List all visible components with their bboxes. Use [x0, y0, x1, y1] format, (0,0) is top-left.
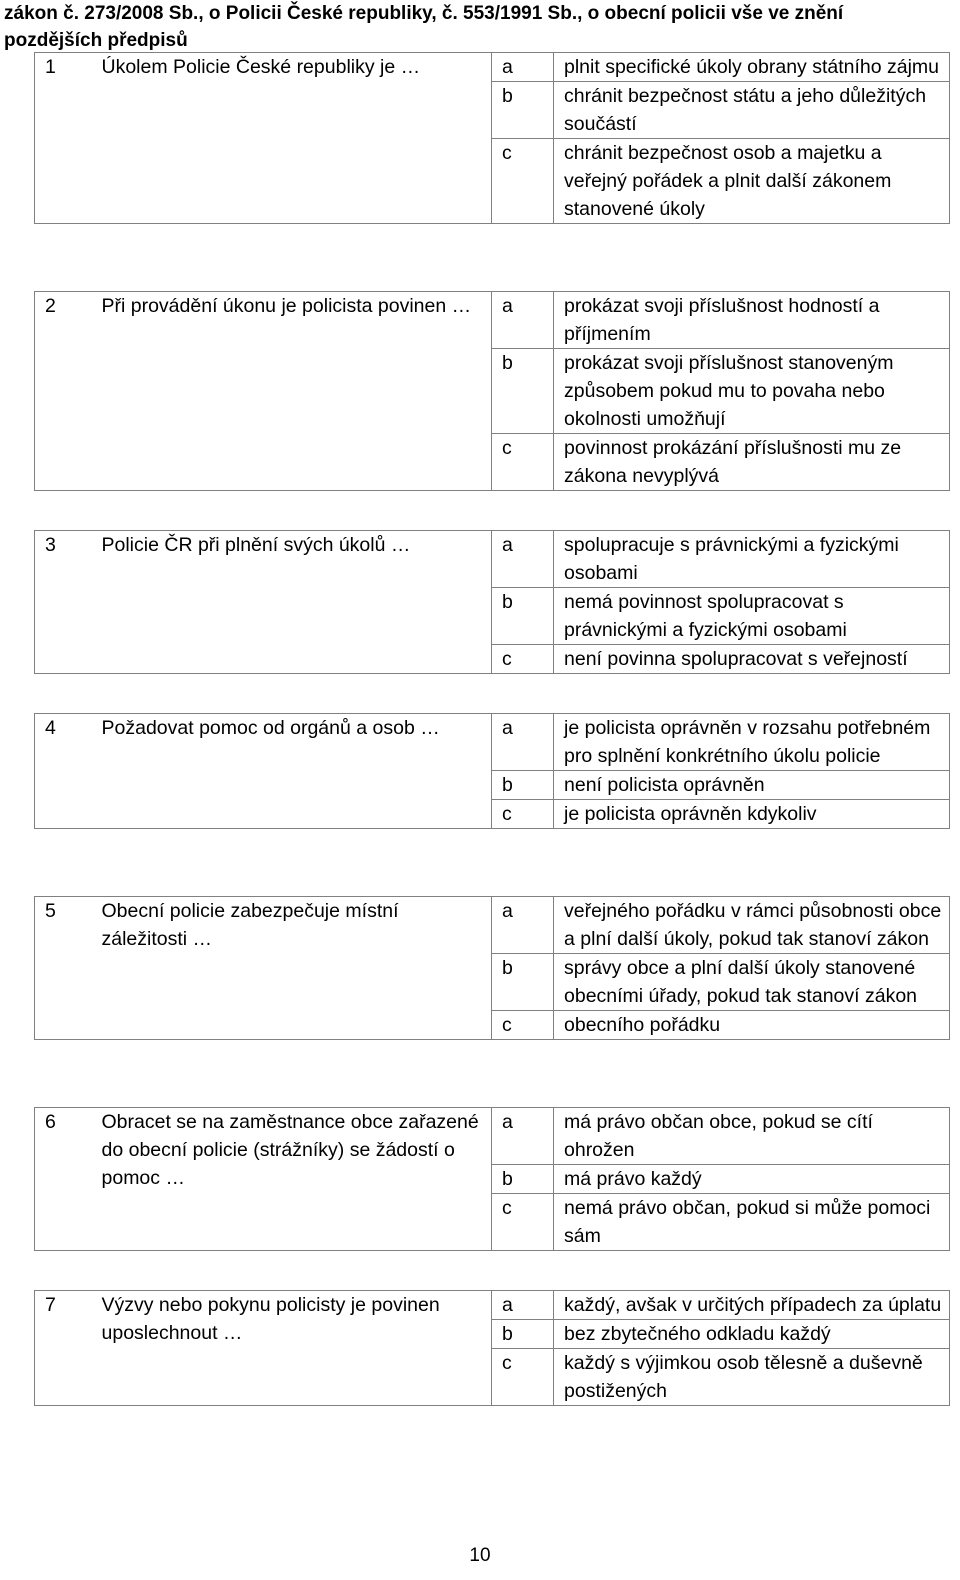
question-number: 4	[35, 714, 92, 829]
answer-letter: a	[492, 53, 554, 82]
question-table-3	[34, 530, 950, 674]
question-number: 1	[35, 53, 92, 224]
question-text: Výzvy nebo pokynu policisty je povinen uposlechnout …	[92, 1291, 492, 1406]
answer-letter: b	[492, 954, 554, 1011]
answer-letter: c	[492, 1194, 554, 1251]
page-number: 10	[469, 1545, 491, 1566]
answer-letter: c	[492, 800, 554, 829]
answer-text: má právo každý	[554, 1165, 950, 1194]
question-table-4	[34, 713, 950, 829]
answer-letter: b	[492, 349, 554, 434]
question-text: Při provádění úkonu je policista povinen …	[92, 292, 492, 491]
answer-text: správy obce a plní další úkoly stanovené obecními úřady, pokud tak stanoví zákon	[554, 954, 950, 1011]
answer-letter: b	[492, 588, 554, 645]
answer-text: není policista oprávněn	[554, 771, 950, 800]
answer-letter: c	[492, 139, 554, 224]
answer-text: veřejného pořádku v rámci působnosti obce a plní další úkoly, pokud tak stanoví zákon	[554, 897, 950, 954]
answer-letter: a	[492, 1108, 554, 1165]
question-table-5	[34, 896, 950, 1040]
question-table-7	[34, 1290, 950, 1406]
question-table-6	[34, 1107, 950, 1251]
answer-text: je policista oprávněn kdykoliv	[554, 800, 950, 829]
question-number: 6	[35, 1108, 92, 1251]
answer-letter: a	[492, 531, 554, 588]
question-text: Obracet se na zaměstnance obce zařazené do obecní policie (strážníky) se žádostí o pomoc …	[92, 1108, 492, 1251]
answer-letter: c	[492, 434, 554, 491]
answer-text: není povinna spolupracovat s veřejností	[554, 645, 950, 674]
answer-text: každý, avšak v určitých případech za úplatu	[554, 1291, 950, 1320]
answer-text: je policista oprávněn v rozsahu potřebném pro splnění konkrétního úkolu policie	[554, 714, 950, 771]
answer-text: povinnost prokázání příslušnosti mu ze zákona nevyplývá	[554, 434, 950, 491]
question-text: Úkolem Policie České republiky je …	[92, 53, 492, 224]
answer-row	[35, 897, 950, 954]
question-table-2	[34, 291, 950, 491]
answer-letter: a	[492, 1291, 554, 1320]
answer-letter: b	[492, 1320, 554, 1349]
question-number: 7	[35, 1291, 92, 1406]
question-text: Obecní policie zabezpečuje místní záležitosti …	[92, 897, 492, 1040]
answer-text: plnit specifické úkoly obrany státního zájmu	[554, 53, 950, 82]
answer-row	[35, 714, 950, 771]
answer-text: prokázat svoji příslušnost stanoveným způsobem pokud mu to povaha nebo okolnosti umožňují	[554, 349, 950, 434]
answer-row	[35, 292, 950, 349]
question-number: 3	[35, 531, 92, 674]
answer-letter: c	[492, 1011, 554, 1040]
answer-letter: b	[492, 771, 554, 800]
question-table-1	[34, 52, 950, 224]
question-text: Požadovat pomoc od orgánů a osob …	[92, 714, 492, 829]
answer-text: chránit bezpečnost osob a majetku a veřejný pořádek a plnit další zákonem stanovené úkoly	[554, 139, 950, 224]
answer-letter: c	[492, 1349, 554, 1406]
answer-letter: a	[492, 714, 554, 771]
answer-text: chránit bezpečnost státu a jeho důležitých součástí	[554, 82, 950, 139]
answer-letter: a	[492, 897, 554, 954]
answer-row	[35, 53, 950, 82]
answer-letter: b	[492, 82, 554, 139]
question-number: 5	[35, 897, 92, 1040]
question-text: Policie ČR při plnění svých úkolů …	[92, 531, 492, 674]
answer-text: nemá právo občan, pokud si může pomoci sám	[554, 1194, 950, 1251]
answer-text: nemá povinnost spolupracovat s právnickými a fyzickými osobami	[554, 588, 950, 645]
answer-text: každý s výjimkou osob tělesně a duševně postižených	[554, 1349, 950, 1406]
answer-text: spolupracuje s právnickými a fyzickými osobami	[554, 531, 950, 588]
answer-letter: b	[492, 1165, 554, 1194]
question-number: 2	[35, 292, 92, 491]
answer-text: prokázat svoji příslušnost hodností a příjmením	[554, 292, 950, 349]
answer-row	[35, 531, 950, 588]
answer-letter: c	[492, 645, 554, 674]
answer-text: bez zbytečného odkladu každý	[554, 1320, 950, 1349]
document-heading: zákon č. 273/2008 Sb., o Policii České republiky, č. 553/1991 Sb., o obecní policii vše ve znění pozdějších předpisů	[4, 3, 844, 51]
answer-letter: a	[492, 292, 554, 349]
answer-text: má právo občan obce, pokud se cítí ohrožen	[554, 1108, 950, 1165]
answer-row	[35, 1108, 950, 1165]
answer-text: obecního pořádku	[554, 1011, 950, 1040]
answer-row	[35, 1291, 950, 1320]
